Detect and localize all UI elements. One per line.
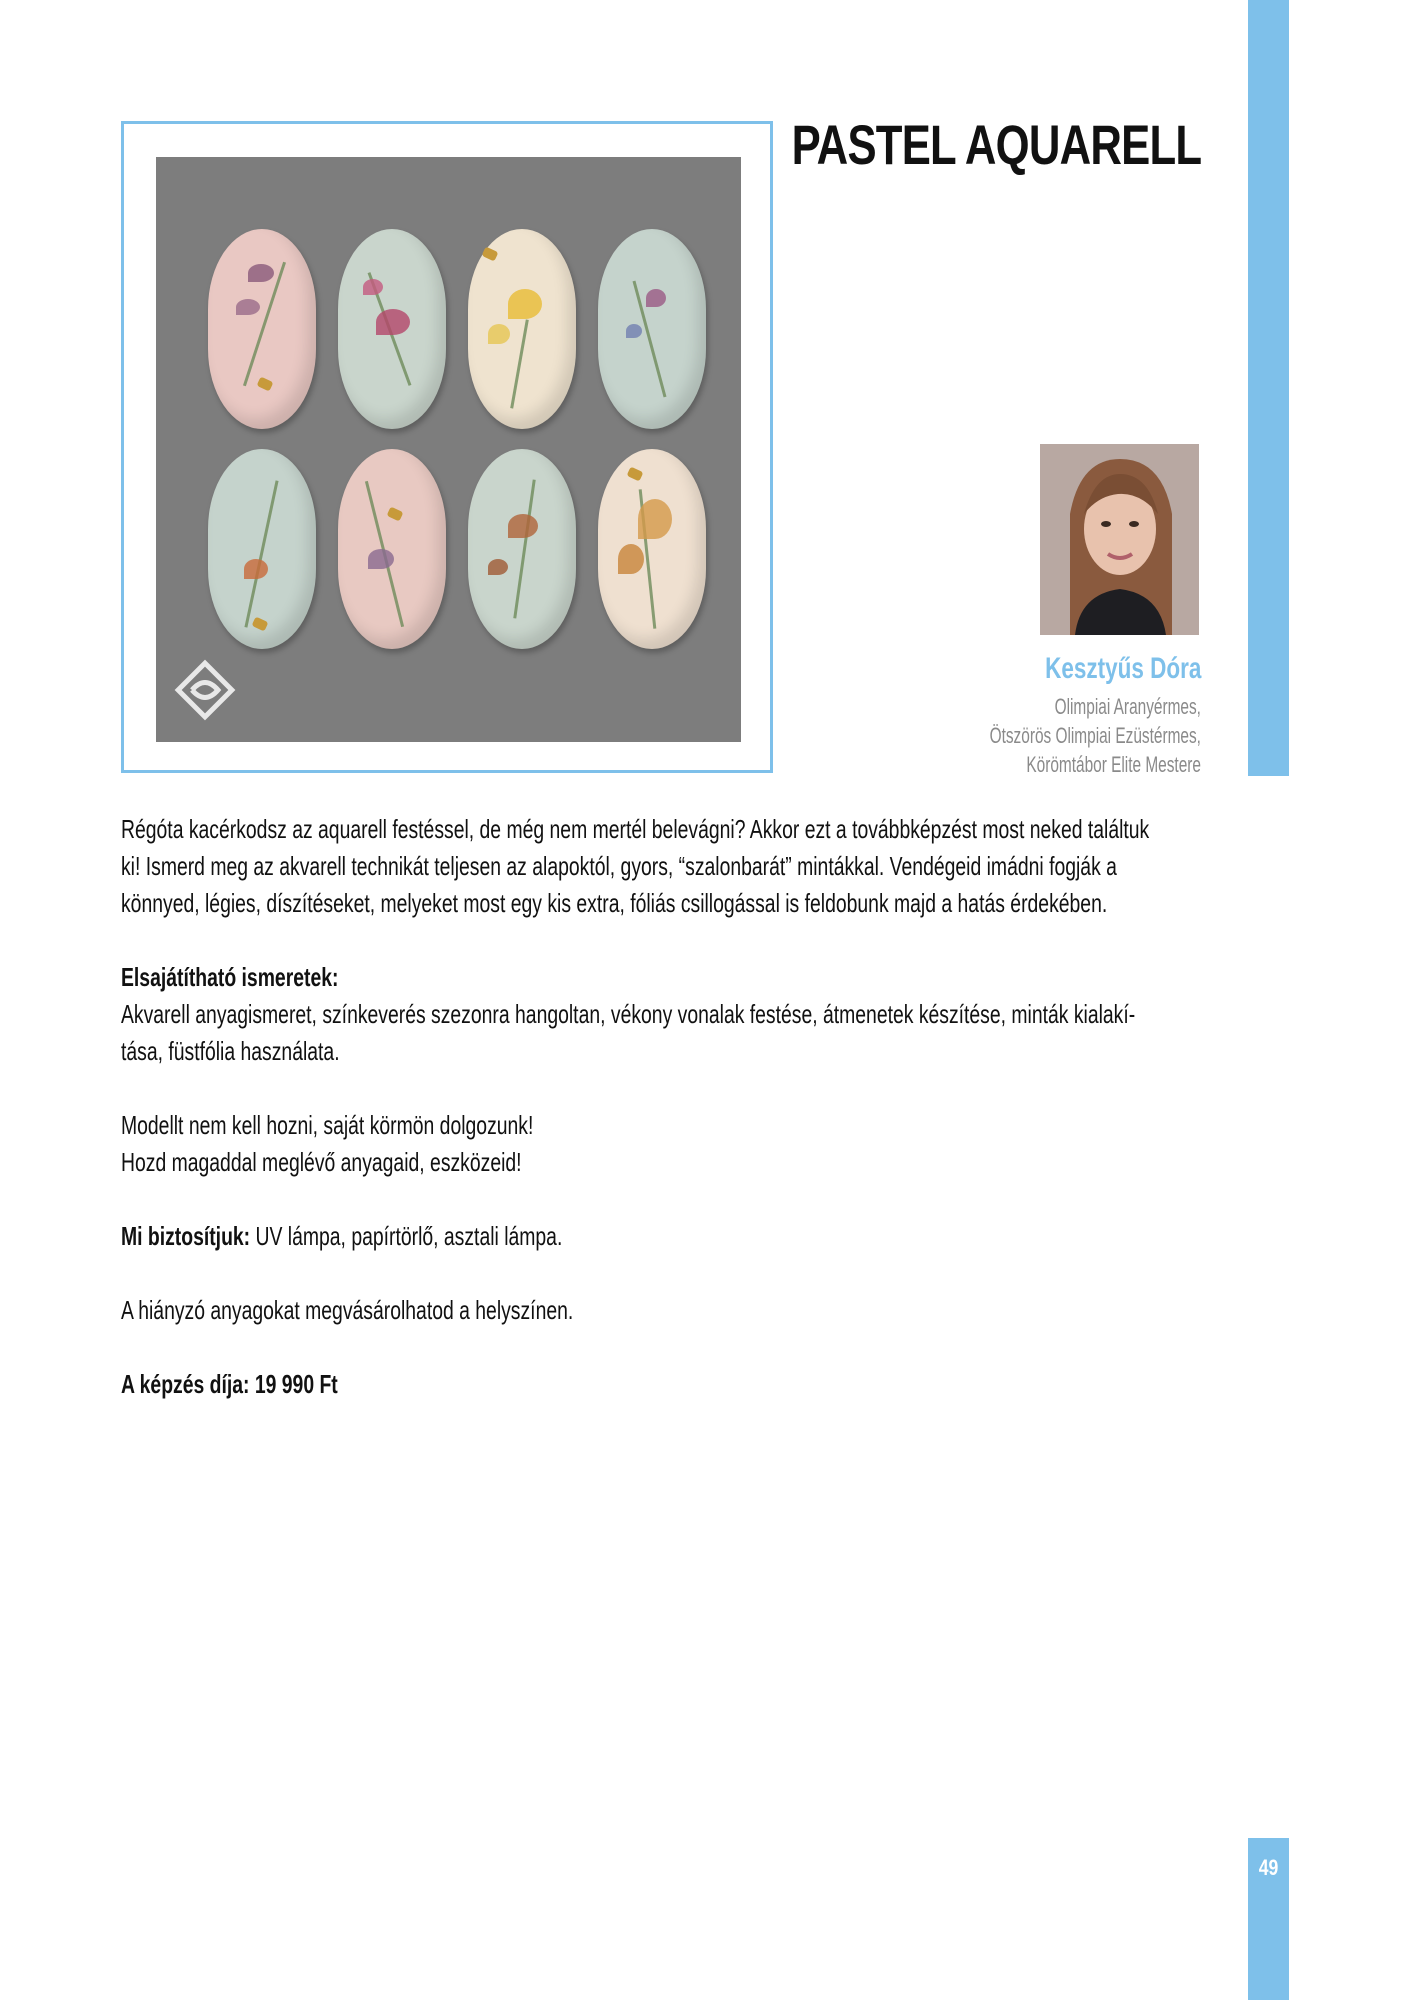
page-number: 49	[1258, 1855, 1279, 1880]
skills-line: Akvarell anyagismeret, színkeverés szezonra hangoltan, vékony vonalak festése, átmenetek készítése, minták kialakí-	[121, 999, 1136, 1029]
nail-8	[598, 449, 706, 649]
note-line: Hozd magaddal meglévő anyagaid, eszközeid!	[121, 1147, 522, 1177]
skills-line: tása, füstfólia használata.	[121, 1036, 340, 1066]
instructor-titles	[899, 692, 1201, 779]
provided-label: Mi biztosítjuk:	[121, 1221, 251, 1251]
course-fee: A képzés díja: 19 990 Ft	[121, 1369, 338, 1399]
side-accent-bar	[1248, 0, 1289, 776]
nail-6	[338, 449, 446, 649]
note-line: Modellt nem kell hozni, saját körmön dolgozunk!	[121, 1110, 534, 1140]
provided-line	[121, 1218, 1201, 1255]
nail-7	[468, 449, 576, 649]
purchase-note: A hiányzó anyagokat megvásárolhatod a helyszínen.	[121, 1295, 574, 1325]
provided-text: UV lámpa, papírtörlő, asztali lámpa.	[250, 1221, 563, 1251]
skills-heading: Elsajátítható ismeretek:	[121, 962, 339, 992]
nail-2	[338, 229, 446, 429]
instructor-title-line: Körömtábor Elite Mestere	[1026, 752, 1201, 777]
intro-line: ki! Ismerd meg az akvarell technikát teljesen az alapoktól, gyors, “szalonbarát” mintákkal. Vendégeid imádni fogják a	[121, 851, 1117, 881]
intro-line: Régóta kacérkodsz az aquarell festéssel, de még nem mertél belevágni? Akkor ezt a továbbképzést most neked találtuk	[121, 814, 1150, 844]
brand-logo-icon	[172, 657, 238, 723]
nail-art-photo	[156, 157, 741, 742]
nail-1	[208, 229, 316, 429]
course-description	[121, 811, 1201, 1403]
page-title: PASTEL AQUARELL	[791, 113, 1201, 176]
instructor-name: Kesztyűs Dóra	[1044, 652, 1201, 685]
nail-4	[598, 229, 706, 429]
instructor-title-line: Ötszörös Olimpiai Ezüstérmes,	[989, 723, 1201, 748]
nail-3	[468, 229, 576, 429]
instructor-title-line: Olimpiai Aranyérmes,	[1054, 694, 1201, 719]
nail-5	[208, 449, 316, 649]
instructor-portrait	[1040, 444, 1199, 635]
intro-line: könnyed, légies, díszítéseket, melyeket most egy kis extra, fóliás csillogással is feldobunk majd a hatás érdekében.	[121, 888, 1108, 918]
